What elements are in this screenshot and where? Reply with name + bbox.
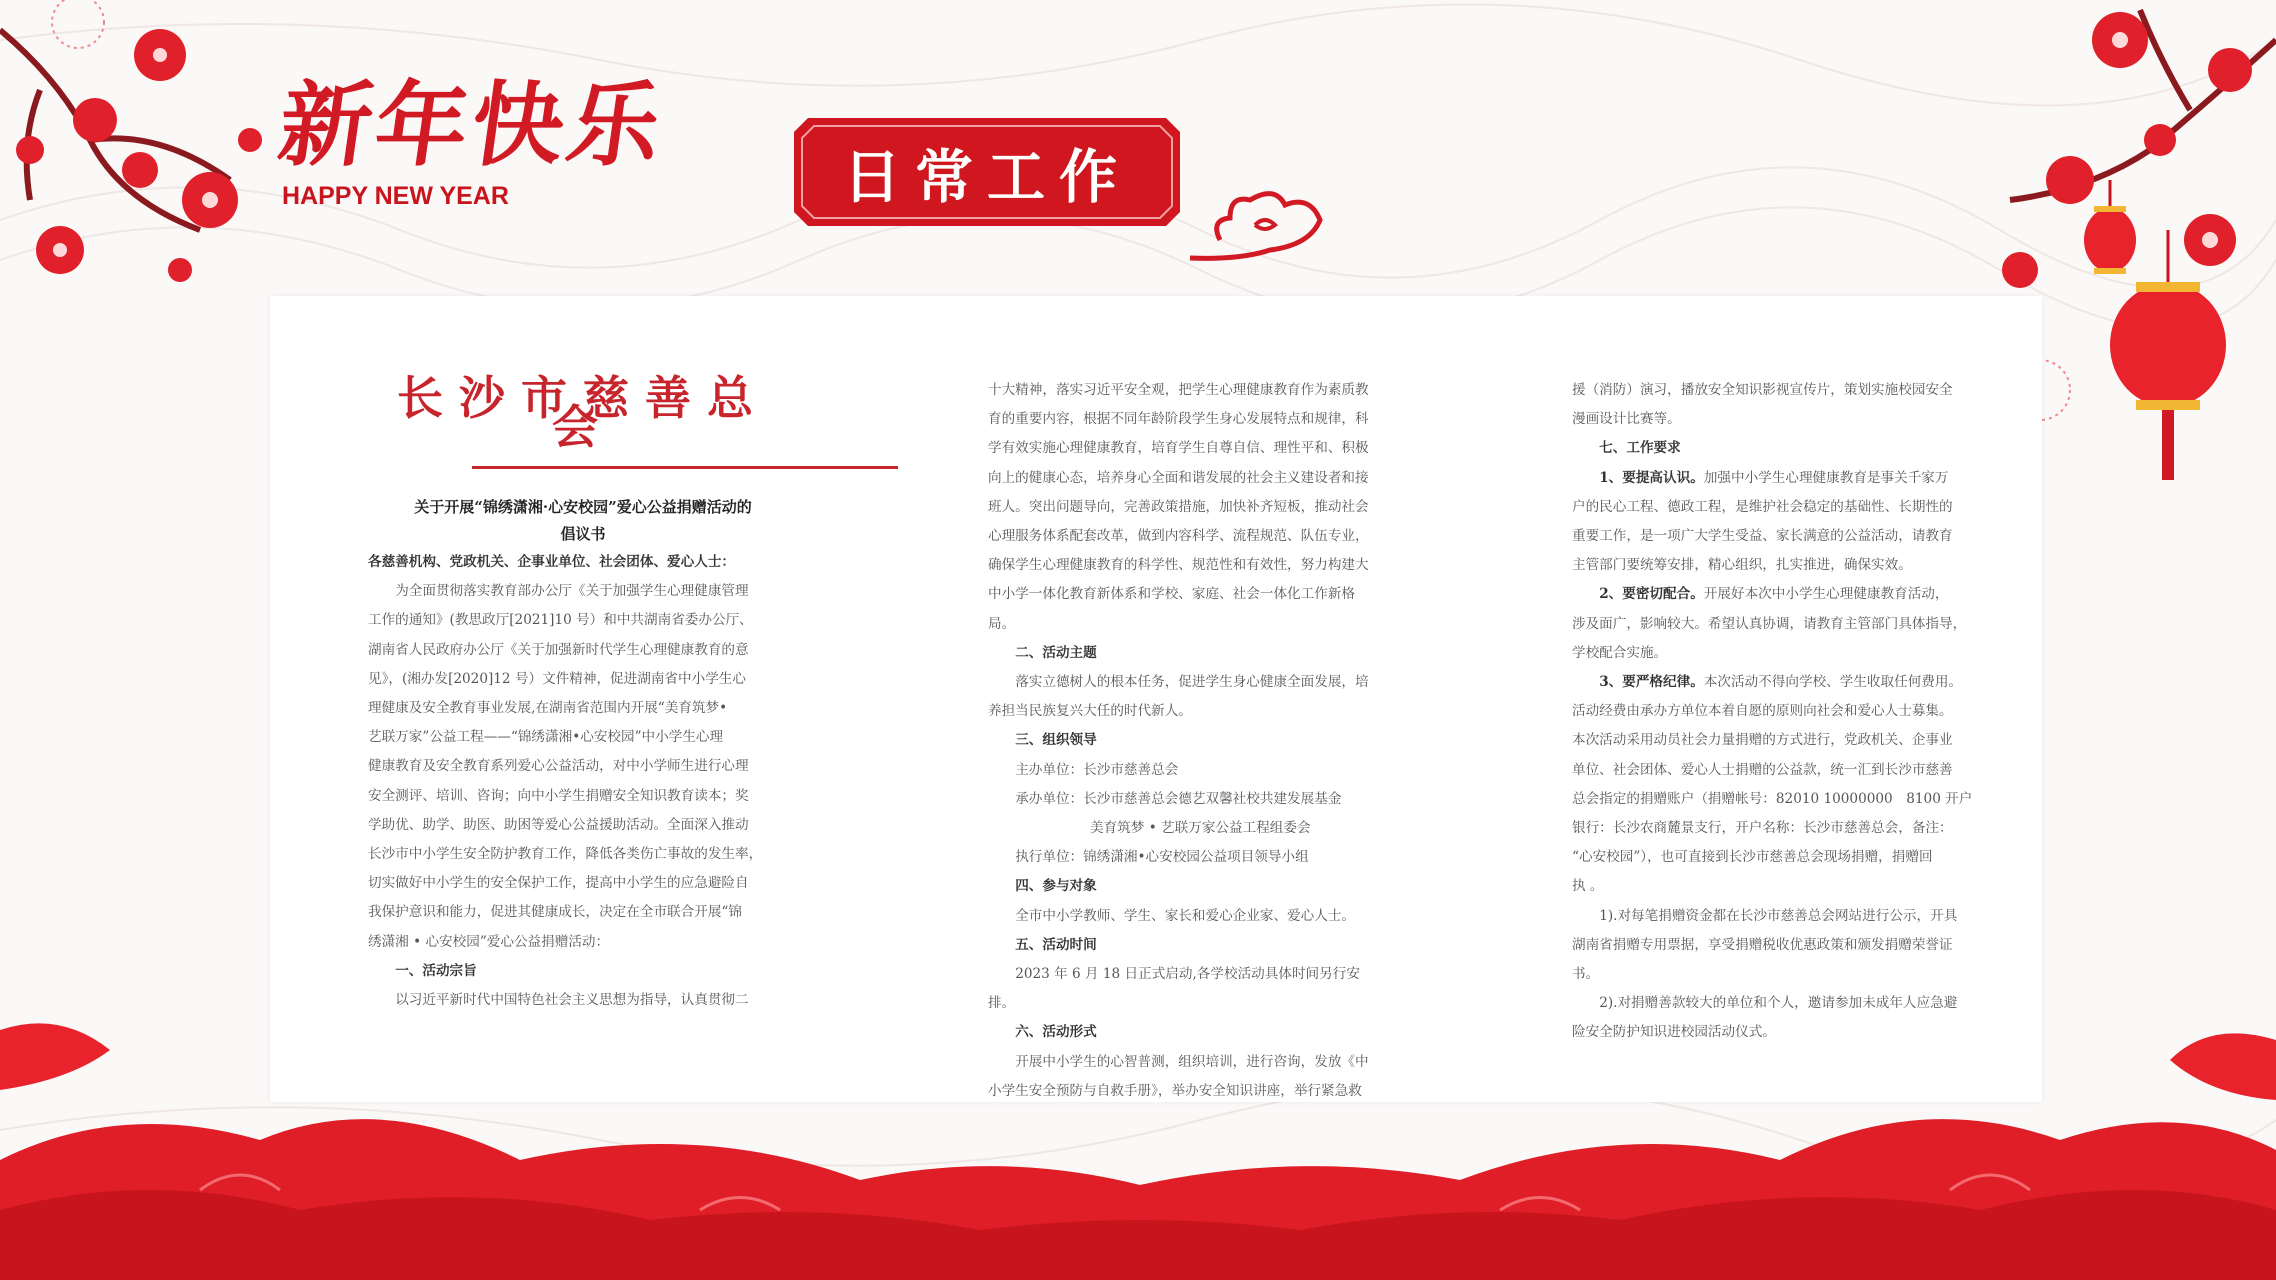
- paragraph-line: 中小学一体化教育新体系和学校、家庭、社会一体化工作新格局。: [988, 586, 1356, 632]
- title-rule: [472, 466, 898, 469]
- section-heading: 五、活动时间: [1015, 936, 1097, 953]
- paragraph-line: 书。: [1572, 966, 1600, 983]
- paragraph-line: 工作的通知》(教思政厅[2021]10 号）和中共湖南省委办公厅、: [368, 612, 753, 629]
- organizer-line: 主办单位：长沙市慈善总会: [1015, 761, 1179, 778]
- section-title: 日常工作: [842, 143, 1131, 211]
- section-heading: 四、参与对象: [1015, 878, 1097, 895]
- paragraph-line: 学助优、助学、助医、助困等爱心公益援助活动。全面深入推动: [368, 816, 749, 833]
- section-heading: 一、活动宗旨: [395, 962, 477, 979]
- section-banner: [794, 118, 1180, 226]
- paragraph-line: 安全测评、培训、咨询；向中小学生捐赠安全知识教育读本；奖: [368, 787, 749, 804]
- paragraph-line: 全市中小学教师、学生、家长和爱心企业家、爱心人士。: [1015, 907, 1356, 924]
- document-column-2: [988, 376, 1380, 1106]
- section-heading: 七、工作要求: [1599, 440, 1681, 457]
- organizer-line: 承办单位：长沙市慈善总会德艺双馨社校共建发展基金: [1015, 790, 1342, 807]
- paragraph-line: 湖南省捐赠专用票据，享受捐赠税收优惠政策和颁发捐赠荣誉证: [1572, 936, 1953, 953]
- document-page: [270, 296, 2042, 1102]
- paragraph-line: “心安校园”），也可直接到长沙市慈善总会现场捐赠，捐赠回: [1572, 849, 1933, 866]
- requirement-1: 1、要提高认识。加强中小学生心理健康教育是事关千家万: [1599, 469, 1949, 486]
- paragraph-line: 2023 年 6 月 18 日正式启动,各学校活动具体时间另行安排。: [988, 966, 1360, 1012]
- document-title: 关于开展“锦绣潇湘·心安校园”爱心公益捐赠活动的 倡议书: [414, 498, 752, 543]
- paragraph-line: 确保学生心理健康教育的科学性、规范性和有效性，努力构建大: [988, 557, 1369, 574]
- paragraph-line: 执 。: [1572, 878, 1604, 895]
- paragraph-line: 健康教育及安全教育系列爱心公益活动，对中小学师生进行心理: [368, 758, 749, 775]
- requirement-2: 2、要密切配合。开展好本次中小学生心理健康教育活动，: [1599, 586, 1949, 603]
- paragraph-line: 小学生安全预防与自救手册》，举办安全知识讲座，举行紧急救: [988, 1082, 1362, 1099]
- paragraph-line: 主管部门要统筹安排，精心组织，扎实推进，确保实效。: [1572, 557, 1912, 574]
- paragraph-line: 险安全防护知识进校园活动仪式。: [1572, 1024, 1776, 1041]
- paragraph-line: 班人。突出问题导向，完善政策措施，加快补齐短板，推动社会: [988, 498, 1369, 515]
- paragraph-line: 2).对捐赠善款较大的单位和个人，邀请参加未成年人应急避: [1599, 995, 1958, 1012]
- organizer-line: 美育筑梦 • 艺联万家公益工程组委会: [1090, 820, 1311, 837]
- paragraph-line: 以习近平新时代中国特色社会主义思想为指导，认真贯彻二: [395, 992, 749, 1009]
- paragraph-line: 援（消防）演习，播放安全知识影视宣传片，策划实施校园安全: [1572, 382, 1953, 398]
- org-title: 长沙市慈善总会: [397, 371, 769, 455]
- section-heading: 三、组织领导: [1015, 732, 1097, 749]
- paragraph-line: 心理服务体系配套改革，做到内容科学、流程规范、队伍专业，: [988, 528, 1369, 545]
- paragraph-line: 落实立德树人的根本任务，促进学生身心健康全面发展，培: [1015, 674, 1369, 691]
- paragraph-line: 本次活动采用动员社会力量捐赠的方式进行，党政机关、企事业: [1572, 732, 1953, 749]
- paragraph-line: 我保护意识和能力，促进其健康成长，决定在全市联合开展“锦: [368, 904, 742, 921]
- paragraph-line: 开展中小学生的心智普测，组织培训，进行咨询，发放《中: [1015, 1053, 1369, 1070]
- paragraph-line: 湖南省人民政府办公厅《关于加强新时代学生心理健康教育的意: [368, 641, 749, 658]
- header-title: 新年快乐: [272, 71, 672, 179]
- section-heading: 六、活动形式: [1015, 1024, 1097, 1041]
- paragraph-line: 向上的健康心态，培养身心全面和谐发展的社会主义建设者和接: [988, 469, 1369, 486]
- paragraph-line: 学校配合实施。: [1572, 644, 1668, 661]
- paragraph-line: 学有效实施心理健康教育，培育学生自尊自信、理性平和、积极: [988, 440, 1369, 457]
- paragraph-line: 十大精神，落实习近平安全观，把学生心理健康教育作为素质教: [988, 382, 1369, 398]
- paragraph-line: 理健康及安全教育事业发展,在湖南省范围内开展“美育筑梦•: [368, 700, 728, 717]
- paragraph-line: 绣潇湘 • 心安校园”爱心公益捐赠活动：: [368, 933, 610, 950]
- header-title-group: [272, 70, 700, 210]
- paragraph-line: 1).对每笔捐赠资金都在长沙市慈善总会网站进行公示，开具: [1599, 907, 1958, 924]
- organizer-line: 执行单位：锦绣潇湘•心安校园公益项目领导小组: [1015, 849, 1309, 866]
- paragraph-line: 切实做好中小学生的安全保护工作，提高中小学生的应急避险自: [368, 875, 749, 892]
- paragraph-line: 重要工作，是一项广大学生受益、家长满意的公益活动，请教育: [1572, 528, 1953, 545]
- paragraph-line: 育的重要内容，根据不同年龄阶段学生身心发展特点和规律，科: [988, 411, 1369, 428]
- paragraph-line: 活动经费由承办方单位本着自愿的原则向社会和爱心人士募集。: [1572, 703, 1953, 720]
- column-1-body: [368, 548, 798, 1015]
- document-column-3: [1572, 376, 1982, 1048]
- requirement-3: 3、要严格纪律。本次活动不得向学校、学生收取任何费用。: [1599, 674, 1963, 691]
- paragraph-line: 漫画设计比赛等。: [1572, 411, 1681, 428]
- salutation: 各慈善机构、党政机关、企事业单位、社会团体、爱心人士：: [368, 554, 736, 570]
- section-heading: 二、活动主题: [1015, 644, 1097, 661]
- paragraph-line: 为全面贯彻落实教育部办公厅《关于加强学生心理健康管理: [395, 583, 749, 600]
- paragraph-line: 长沙市中小学生安全防护教育工作，降低各类伤亡事故的发生率，: [368, 846, 763, 863]
- paragraph-line: 艺联万家”公益工程——“锦绣潇湘•心安校园”中小学生心理: [368, 729, 724, 746]
- paragraph-line: 总会指定的捐赠账户（捐赠帐号：82010 10000000 8100 开户: [1572, 790, 1973, 807]
- paragraph-line: 养担当民族复兴大任的时代新人。: [988, 703, 1192, 720]
- paragraph-line: 单位、社会团体、爱心人士捐赠的公益款，统一汇到长沙市慈善: [1572, 761, 1953, 778]
- paragraph-line: 见》，(湘办发[2020]12 号）文件精神，促进湖南省中小学生心: [368, 670, 746, 687]
- paragraph-line: 银行：长沙农商麓景支行，开户名称：长沙市慈善总会，备注：: [1572, 820, 1953, 837]
- header-subtitle: HAPPY NEW YEAR: [282, 182, 509, 210]
- paragraph-line: 户的民心工程、德政工程，是维护社会稳定的基础性、长期性的: [1572, 498, 1953, 515]
- paragraph-line: 涉及面广，影响较大。希望认真协调，请教育主管部门具体指导，: [1572, 615, 1967, 632]
